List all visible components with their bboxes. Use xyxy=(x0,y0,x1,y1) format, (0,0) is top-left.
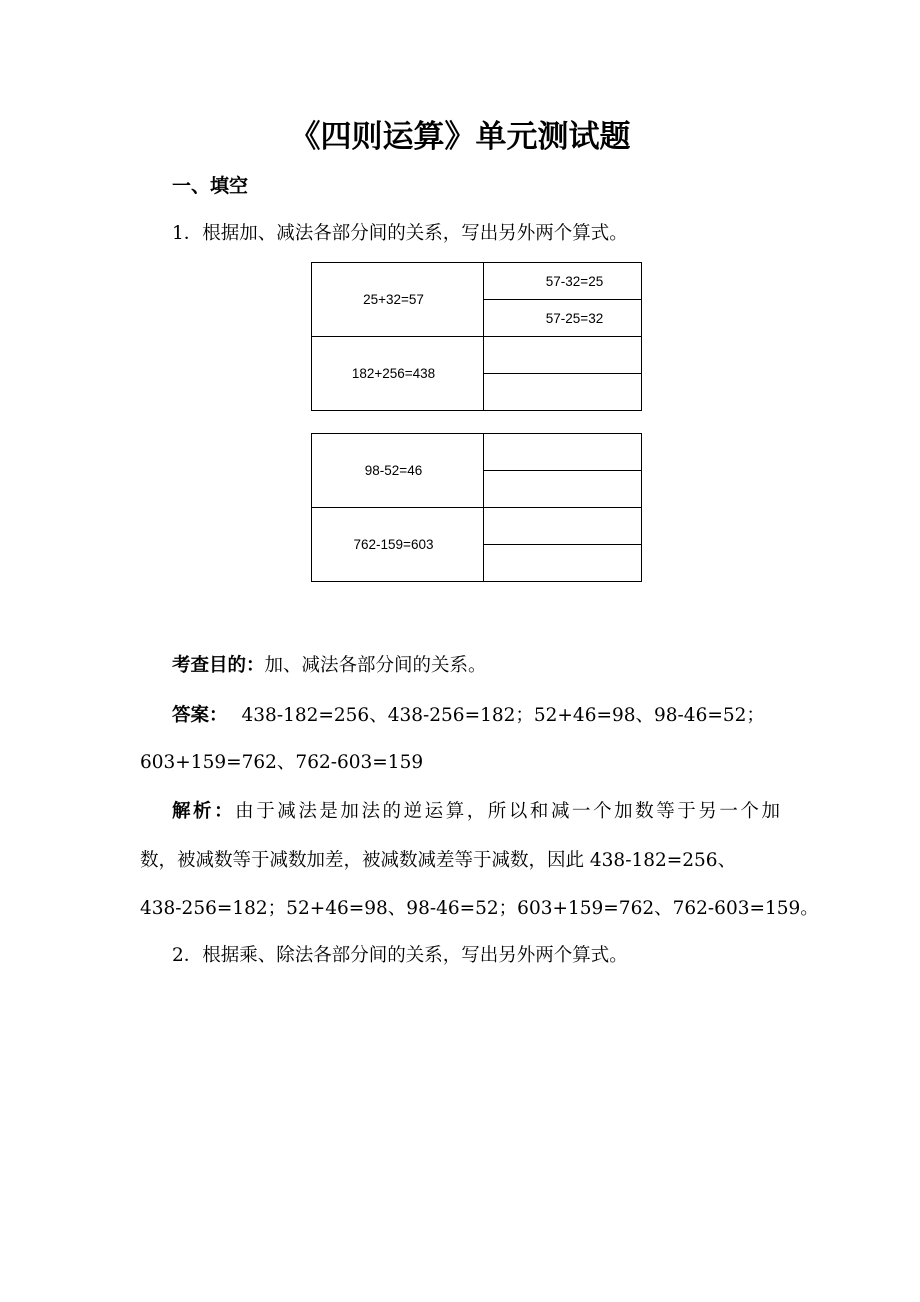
answer-cell: 57-32=25 xyxy=(484,263,642,300)
purpose-text: 加、减法各部分间的关系。 xyxy=(264,655,487,676)
answer-label: 答案： xyxy=(172,705,228,726)
answer-line-1 xyxy=(172,701,812,731)
given-equation: 98-52=46 xyxy=(312,434,484,508)
answer-cell[interactable] xyxy=(484,374,642,411)
answer-line-2: 603+159=762、762-603=159 xyxy=(140,752,424,773)
analysis-line-3: 438-256=182；52+46=98、98-46=52；603+159=762、762-603=159。 xyxy=(140,898,819,919)
table-row xyxy=(312,263,642,300)
given-equation: 25+32=57 xyxy=(312,263,484,337)
answer-cell: 57-25=32 xyxy=(484,300,642,337)
page-title: 《四则运算》单元测试题 xyxy=(289,119,631,155)
answer-text-1: 438-182=256、438-256=182；52+46=98、98-46=52； xyxy=(241,705,765,726)
analysis-line-2: 数，被减数等于减数加差，被减数减差等于减数，因此 438-182=256、 xyxy=(140,850,737,871)
question-1-prompt: 1．根据加、减法各部分间的关系，写出另外两个算式。 xyxy=(172,223,628,244)
purpose-label: 考查目的： xyxy=(172,655,265,676)
answer-cell[interactable] xyxy=(484,337,642,374)
given-equation: 182+256=438 xyxy=(312,337,484,411)
purpose-line xyxy=(172,651,812,681)
equation-table-addition xyxy=(311,262,642,411)
equation-table-subtraction xyxy=(311,433,642,582)
answer-cell[interactable] xyxy=(484,508,642,545)
given-equation: 762-159=603 xyxy=(312,508,484,582)
analysis-label: 解析： xyxy=(172,801,236,822)
answer-cell[interactable] xyxy=(484,434,642,471)
answer-cell[interactable] xyxy=(484,545,642,582)
table-row xyxy=(312,508,642,545)
answer-cell[interactable] xyxy=(484,471,642,508)
section-heading-fill-in: 一、填空 xyxy=(172,175,249,197)
analysis-line-1 xyxy=(172,797,780,827)
question-2-prompt: 2．根据乘、除法各部分间的关系，写出另外两个算式。 xyxy=(172,945,628,966)
analysis-text-1: 由于减法是加法的逆运算，所以和减一个加数等于另一个加 xyxy=(235,801,780,822)
table-row xyxy=(312,434,642,471)
table-row xyxy=(312,337,642,374)
